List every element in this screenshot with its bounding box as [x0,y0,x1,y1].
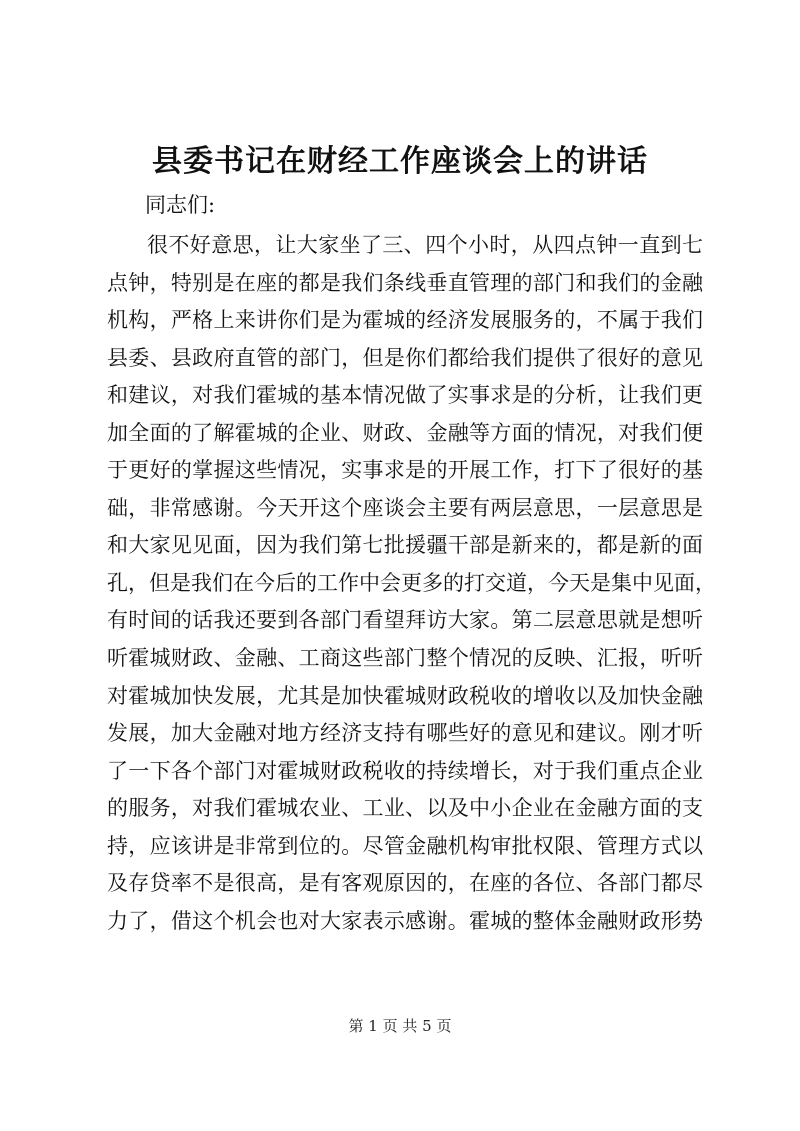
body-line: 听霍城财政、金融、工商这些部门整个情况的反映、汇报，听听 [107,646,703,671]
body-line: 有时间的话我还要到各部门看望拜访大家。第二层意思就是想听 [107,608,703,633]
body-line: 的服务，对我们霍城农业、工业、以及中小企业在金融方面的支 [107,796,703,821]
page-title: 县委书记在财经工作座谈会上的讲话 [152,144,648,179]
body-line: 于更好的掌握这些情况，实事求是的开展工作，打下了很好的基 [107,458,703,483]
body-line: 力了，借这个机会也对大家表示感谢。霍城的整体金融财政形势 [107,908,703,933]
page-footer: 第 1 页 共 5 页 [348,1017,452,1035]
body-line: 机构，严格上来讲你们是为霍城的经济发展服务的，不属于我们 [107,308,703,333]
body-line: 础，非常感谢。今天开这个座谈会主要有两层意思，一层意思是 [107,495,703,520]
body-line: 了一下各个部门对霍城财政税收的持续增长，对于我们重点企业 [107,758,703,783]
body-line: 和建议，对我们霍城的基本情况做了实事求是的分析，让我们更 [107,383,703,408]
body-line: 对霍城加快发展，尤其是加快霍城财政税收的增收以及加快金融 [107,683,703,708]
body-line: 孔，但是我们在今后的工作中会更多的打交道，今天是集中见面， [107,570,716,595]
body-line: 和大家见见面，因为我们第七批援疆干部是新来的，都是新的面 [107,533,703,558]
body-line: 点钟，特别是在座的都是我们条线垂直管理的部门和我们的金融 [107,270,703,295]
speech-body [107,227,716,940]
body-line: 持，应该讲是非常到位的。尽管金融机构审批权限、管理方式以 [107,833,703,858]
body-line: 很不好意思，让大家坐了三、四个小时，从四点钟一直到七 [147,233,703,257]
greeting: 同志们: [145,193,216,217]
body-line: 发展，加大金融对地方经济支持有哪些好的意见和建议。刚才听 [107,721,703,746]
body-line: 加全面的了解霍城的企业、财政、金融等方面的情况，对我们便 [107,420,703,445]
body-line: 县委、县政府直管的部门，但是你们都给我们提供了很好的意见 [107,345,703,370]
body-line: 及存贷率不是很高，是有客观原因的，在座的各位、各部门都尽 [107,871,703,896]
